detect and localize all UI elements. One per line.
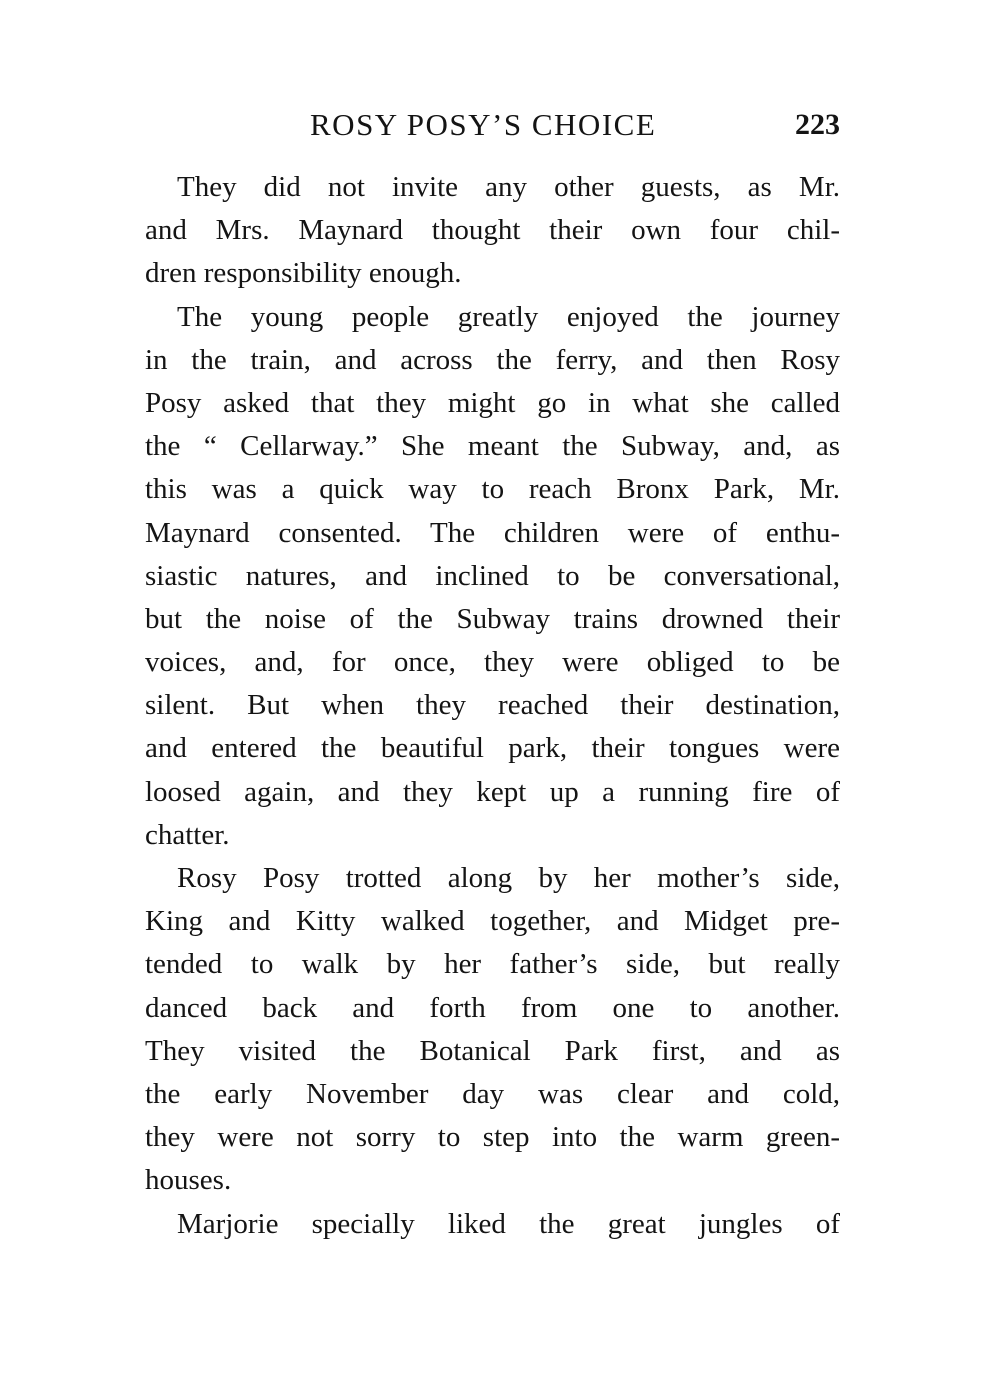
text-line: voices, and, for once, they were obliged to be bbox=[145, 646, 840, 679]
text-line: dren responsibility enough. bbox=[145, 257, 462, 290]
text-line: they were not sorry to step into the warm green- bbox=[145, 1121, 840, 1154]
text-line: loosed again, and they kept up a running fire of bbox=[145, 775, 840, 808]
text-line: the “ Cellarway.” She meant the Subway, and, as bbox=[145, 430, 840, 463]
page-number: 223 bbox=[795, 108, 840, 141]
page-header bbox=[145, 100, 840, 150]
text-line: Marjorie specially liked the great jungles of bbox=[177, 1207, 840, 1240]
text-line: Posy asked that they might go in what she called bbox=[145, 386, 840, 419]
text-line: Rosy Posy trotted along by her mother’s side, bbox=[177, 862, 840, 894]
text-line: The young people greatly enjoyed the journey bbox=[177, 300, 840, 333]
text-line: but the noise of the Subway trains drowned their bbox=[145, 602, 840, 635]
paragraph-4 bbox=[145, 1203, 840, 1246]
text-line: the early November day was clear and cold, bbox=[145, 1077, 840, 1110]
text-line: silent. But when they reached their destination, bbox=[145, 689, 840, 722]
running-title: ROSY POSY’S CHOICE bbox=[310, 107, 657, 142]
text-line: this was a quick way to reach Bronx Park, Mr. bbox=[145, 473, 840, 506]
text-line: They did not invite any other guests, as Mr. bbox=[177, 171, 840, 203]
text-line: houses. bbox=[145, 1164, 232, 1197]
text-line: and Mrs. Maynard thought their own four chil- bbox=[145, 214, 840, 247]
text-line: danced back and forth from one to another. bbox=[145, 991, 840, 1024]
paragraph-3 bbox=[145, 857, 840, 1203]
paragraph-1 bbox=[145, 166, 840, 296]
text-line: siastic natures, and inclined to be conversational, bbox=[145, 559, 840, 592]
text-line: King and Kitty walked together, and Midget pre- bbox=[145, 905, 840, 938]
text-line: chatter. bbox=[145, 818, 230, 851]
text-line: tended to walk by her father’s side, but really bbox=[145, 948, 840, 981]
text-line: They visited the Botanical Park first, and as bbox=[145, 1034, 840, 1067]
body-text bbox=[145, 166, 840, 1246]
text-line: and entered the beautiful park, their tongues were bbox=[145, 732, 840, 765]
text-line: Maynard consented. The children were of enthu- bbox=[145, 516, 840, 549]
text-line: in the train, and across the ferry, and then Rosy bbox=[145, 343, 840, 376]
paragraph-2 bbox=[145, 296, 840, 857]
